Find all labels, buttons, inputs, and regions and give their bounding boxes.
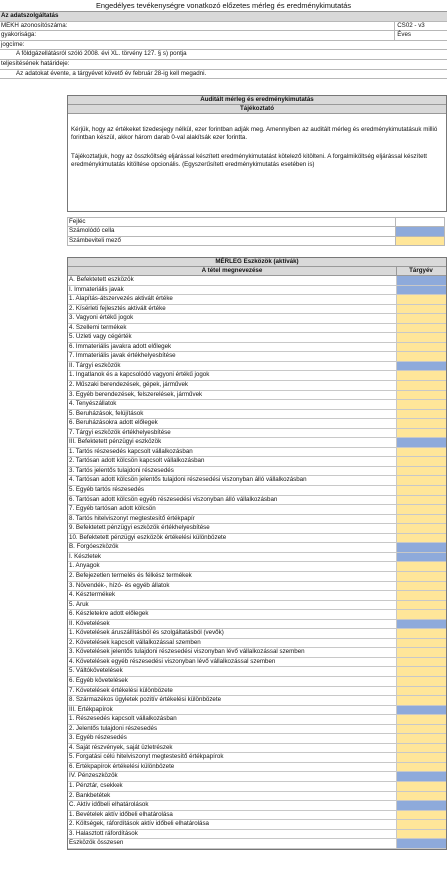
table-row	[68, 667, 446, 677]
row-label: 2. Követelések kapcsolt vállalkozással szemben	[69, 638, 201, 646]
table-row	[68, 438, 446, 448]
audit-paragraph-2: Tájékoztatjuk, hogy az összköltség eljárással készített eredménykimutatást kötelező kitölteni. A forgalmiköltség eljárással készített eredménykimutatás kitöltése opcionális. (Egyszerűsített eredménykimutatás esetében is)	[71, 152, 427, 169]
header-label: A földgázellátásról szóló 2008. évi XL. törvény 127. § s) pontja	[16, 50, 187, 58]
header-value: CS02 - v3	[394, 22, 447, 31]
value-input-cell[interactable]	[396, 601, 446, 610]
row-label: C. Aktív időbeli elhatárolások	[69, 801, 149, 809]
table-row	[68, 801, 446, 811]
table-row	[68, 505, 446, 515]
row-label: 2. Költségek, ráfordítások aktív időbeli elhatárolása	[69, 820, 209, 828]
table-row	[68, 715, 446, 725]
legend-row	[67, 227, 445, 236]
calculated-value-cell	[396, 801, 446, 810]
row-label: 5. Egyéb tartós részesedés	[69, 486, 144, 494]
table-row	[68, 286, 446, 296]
table-row	[68, 534, 446, 544]
value-input-cell[interactable]	[396, 715, 446, 724]
table-row	[68, 591, 446, 601]
table-row	[68, 753, 446, 763]
row-label: 6. Immateriális javakra adott előlegek	[69, 342, 172, 350]
header-label: Az adatokat évente, a tárgyévet követő év február 28-ig kell megadni.	[16, 69, 207, 77]
table-row	[68, 820, 446, 830]
table-row	[68, 734, 446, 744]
row-label: 1. Bevételek aktív időbeli elhatárolása	[69, 810, 173, 818]
row-label: 1. Alapítás-átszervezés aktivált értéke	[69, 295, 173, 303]
header-row-deadline-text	[0, 70, 447, 80]
value-input-cell[interactable]	[396, 314, 446, 323]
legend-row	[67, 237, 445, 246]
row-label: Eszközök összesen	[69, 839, 124, 847]
row-label: 5. Beruházások, felújítások	[69, 409, 144, 417]
value-input-cell[interactable]	[396, 429, 446, 438]
row-label: 4. Tartósan adott kölcsön jelentős tulajdoni részesedési viszonyban álló vállalkozásban	[69, 476, 307, 484]
table-row	[68, 706, 446, 716]
value-input-cell[interactable]	[396, 381, 446, 390]
table-row	[68, 324, 446, 334]
row-label: 2. Jelentős tulajdoni részesedés	[69, 724, 158, 732]
calculated-value-cell	[396, 839, 446, 848]
value-input-cell[interactable]	[396, 648, 446, 657]
table-row	[68, 314, 446, 324]
table-row	[68, 620, 446, 630]
row-label: 1. Tartós részesedés kapcsolt vállalkozásban	[69, 447, 193, 455]
table-row	[68, 515, 446, 525]
table-row	[68, 476, 446, 486]
row-label: 7. Követelések értékelési különbözete	[69, 686, 173, 694]
table-row	[68, 486, 446, 496]
table-row	[68, 400, 446, 410]
header-section-label: Az adatszolgáltatás	[1, 12, 59, 19]
row-label: 4. Tenyészállatok	[69, 400, 117, 408]
row-label: 8. Tartós hitelviszonyt megtestesítő értékpapír	[69, 514, 195, 522]
value-input-cell[interactable]	[396, 419, 446, 428]
value-input-cell[interactable]	[396, 496, 446, 505]
row-label: 6. Beruházásokra adott előlegek	[69, 419, 158, 427]
table-row	[68, 792, 446, 802]
header-row-id	[0, 22, 447, 32]
table-row	[68, 687, 446, 697]
table-row	[68, 295, 446, 305]
table-row	[68, 467, 446, 477]
value-input-cell[interactable]	[396, 763, 446, 772]
value-input-cell[interactable]	[396, 658, 446, 667]
calculated-value-cell	[396, 772, 446, 781]
row-label: 5. Váltókövetelések	[69, 667, 123, 675]
value-input-cell[interactable]	[396, 639, 446, 648]
row-label: 1. Ingatlanok és a kapcsolódó vagyoni értékű jogok	[69, 371, 210, 379]
calculated-value-cell	[396, 362, 446, 371]
table-row	[68, 276, 446, 286]
value-input-cell[interactable]	[396, 400, 446, 409]
value-input-cell[interactable]	[396, 457, 446, 466]
row-label: 4. Követelések egyéb részesedési viszonyban lévő vállalkozással szemben	[69, 657, 276, 665]
row-label: 7. Tárgyi eszközök értékhelyesbítése	[69, 428, 171, 436]
value-input-cell[interactable]	[396, 687, 446, 696]
row-label: 5. Üzleti vagy cégérték	[69, 333, 132, 341]
table-row	[68, 448, 446, 458]
table-row	[68, 333, 446, 343]
column-header-item: A tétel megnevezése	[201, 267, 263, 274]
row-label: 1. Pénztár, csekkek	[69, 781, 123, 789]
table-row	[68, 343, 446, 353]
table-row	[68, 410, 446, 420]
header-row-frequency	[0, 31, 447, 41]
legend-row	[67, 217, 445, 227]
value-input-cell[interactable]	[396, 333, 446, 342]
value-input-cell[interactable]	[396, 343, 446, 352]
table-row	[68, 639, 446, 649]
row-label: II. Követelések	[69, 619, 110, 627]
row-label: 3. Egyéb részesedés	[69, 734, 127, 742]
header-row-legal	[0, 41, 447, 51]
table-row	[68, 419, 446, 429]
value-input-cell[interactable]	[396, 410, 446, 419]
header-row-deadline	[0, 60, 447, 70]
table-row	[68, 562, 446, 572]
audit-paragraph-1: Kérjük, hogy az értékeket tizedesjegy nélkül, ezer forintban adják meg. Amennyiben az auditált mérleg és eredménykimutatásuk millió forintban készül, akkor három darab 0-val alakítsák ezer forintta.	[71, 126, 438, 142]
table-row	[68, 725, 446, 735]
row-label: 1. Anyagok	[69, 562, 100, 570]
row-label: 5. Áruk	[69, 600, 89, 608]
value-input-cell[interactable]	[396, 782, 446, 791]
row-label: B. Forgóeszközök	[69, 543, 119, 551]
row-label: 4. Saját részvények, saját üzletrészek	[69, 743, 173, 751]
value-input-cell[interactable]	[396, 505, 446, 514]
row-label: 6. Tartósan adott kölcsön egyéb részesedési viszonyban álló vállalkozásban	[69, 495, 278, 503]
value-input-cell[interactable]	[396, 696, 446, 705]
page-title: Engedélyes tevékenységre vonatkozó előzetes mérleg és eredménykimutatás	[0, 0, 447, 12]
header-label: teljesítésének határideje:	[1, 59, 70, 67]
calculated-value-cell	[396, 706, 446, 715]
row-label: III. Befektetett pénzügyi eszközök	[69, 438, 162, 446]
table-row	[68, 610, 446, 620]
table-row	[68, 582, 446, 592]
row-label: 4. Késztermékek	[69, 591, 116, 599]
table-row	[68, 830, 446, 840]
value-input-cell[interactable]	[396, 486, 446, 495]
row-label: 3. Tartós jelentős tulajdoni részesedés	[69, 466, 174, 474]
value-input-cell[interactable]	[396, 582, 446, 591]
header-label: jogcíme:	[1, 40, 25, 48]
value-input-cell[interactable]	[396, 534, 446, 543]
table-row	[68, 658, 446, 668]
column-header-year: Tárgyév	[396, 267, 445, 275]
table-row	[68, 744, 446, 754]
table-row	[68, 524, 446, 534]
row-label: 3. Növendék-, hízó- és egyéb állatok	[69, 581, 170, 589]
legend-swatch	[395, 218, 445, 226]
row-label: 3. Vagyoni értékű jogok	[69, 314, 134, 322]
legend-swatch	[395, 237, 445, 245]
row-label: 3. Halasztott ráfordítások	[69, 829, 138, 837]
row-label: 7. Immateriális javak értékhelyesbítése	[69, 352, 176, 360]
table-row	[68, 601, 446, 611]
header-label: gyakorisága:	[1, 31, 37, 39]
row-label: 10. Befektetett pénzügyi eszközök értékelési különbözete	[69, 533, 227, 541]
value-input-cell[interactable]	[396, 677, 446, 686]
legend-table	[67, 217, 445, 246]
value-input-cell[interactable]	[396, 792, 446, 801]
value-input-cell[interactable]	[396, 515, 446, 524]
value-input-cell[interactable]	[396, 562, 446, 571]
table-row	[68, 429, 446, 439]
value-input-cell[interactable]	[396, 820, 446, 829]
calculated-value-cell	[396, 620, 446, 629]
value-input-cell[interactable]	[396, 610, 446, 619]
value-input-cell[interactable]	[396, 524, 446, 533]
value-input-cell[interactable]	[396, 448, 446, 457]
row-label: IV. Pénzeszközök	[69, 772, 118, 780]
row-label: I. Immateriális javak	[69, 285, 124, 293]
row-label: 1. Részesedés kapcsolt vállalkozásban	[69, 715, 177, 723]
table-row	[68, 371, 446, 381]
balance-title: MÉRLEG Eszközök (aktívák)	[68, 258, 446, 267]
table-row	[68, 696, 446, 706]
balance-rows	[68, 276, 446, 849]
table-row	[68, 352, 446, 362]
value-input-cell[interactable]	[396, 830, 446, 839]
row-label: 2. Kísérleti fejlesztés aktivált értéke	[69, 304, 166, 312]
row-label: 6. Készletekre adott előlegek	[69, 610, 149, 618]
row-label: 3. Követelések jelentős tulajdoni részesedési viszonyban lévő vállalkozással szemben	[69, 648, 305, 656]
calculated-value-cell	[396, 543, 446, 552]
value-input-cell[interactable]	[396, 811, 446, 820]
value-input-cell[interactable]	[396, 295, 446, 304]
table-row	[68, 362, 446, 372]
value-input-cell[interactable]	[396, 734, 446, 743]
row-label: A. Befektetett eszközök	[69, 276, 134, 283]
row-label: 2. Tartósan adott kölcsön kapcsolt vállalkozásban	[69, 457, 205, 465]
value-input-cell[interactable]	[396, 629, 446, 638]
table-row	[68, 543, 446, 553]
value-input-cell[interactable]	[396, 352, 446, 361]
table-row	[68, 811, 446, 821]
value-input-cell[interactable]	[396, 371, 446, 380]
header-label: MEKH azonosítószáma:	[1, 21, 68, 29]
table-row	[68, 648, 446, 658]
value-input-cell[interactable]	[396, 467, 446, 476]
balance-column-header	[68, 267, 446, 276]
table-row	[68, 572, 446, 582]
legend-swatch	[395, 227, 445, 235]
calculated-value-cell	[396, 438, 446, 447]
header-section-row	[0, 12, 447, 22]
table-row	[68, 839, 446, 849]
balance-sheet-table	[67, 257, 447, 850]
table-row	[68, 763, 446, 773]
audit-title: Auditált mérleg és eredménykimutatás	[68, 96, 446, 105]
row-label: 5. Forgatási célú hitelviszonyt megtestesítő értékpapírok	[69, 753, 224, 761]
legend-label: Számolódó cella	[67, 227, 395, 235]
row-label: 6. Értékpapírok értékelési különbözete	[69, 762, 175, 770]
row-label: 3. Egyéb berendezések, felszerelések, járművek	[69, 390, 203, 398]
table-row	[68, 305, 446, 315]
legend-label: Számbeviteli mező	[67, 237, 395, 245]
table-row	[68, 629, 446, 639]
value-input-cell[interactable]	[396, 591, 446, 600]
value-input-cell[interactable]	[396, 324, 446, 333]
legend-label: Fejléc	[67, 218, 395, 226]
table-row	[68, 381, 446, 391]
calculated-value-cell	[396, 553, 446, 562]
value-input-cell[interactable]	[396, 744, 446, 753]
row-label: 7. Egyéb tartósan adott kölcsön	[69, 505, 156, 513]
table-row	[68, 782, 446, 792]
header-row-law	[0, 50, 447, 60]
audit-subtitle: Tájékoztató	[68, 105, 446, 114]
table-row	[68, 457, 446, 467]
table-row	[68, 677, 446, 687]
table-row	[68, 772, 446, 782]
row-label: III. Értékpapírok	[69, 705, 113, 713]
row-label: II. Tárgyi eszközök	[69, 361, 121, 369]
row-label: 4. Szellemi termékek	[69, 323, 127, 331]
row-label: 2. Befejezetlen termelés és félkész termékek	[69, 571, 192, 579]
data-provision-header	[0, 12, 447, 79]
value-input-cell[interactable]	[396, 667, 446, 676]
value-input-cell[interactable]	[396, 305, 446, 314]
row-label: 6. Egyéb követelések	[69, 676, 128, 684]
row-label: 2. Műszaki berendezések, gépek, járművek	[69, 381, 188, 389]
row-label: 9. Befektetett pénzügyi eszközök értékhelyesbítése	[69, 524, 210, 532]
value-input-cell[interactable]	[396, 725, 446, 734]
calculated-value-cell	[396, 286, 446, 295]
table-row	[68, 391, 446, 401]
value-input-cell[interactable]	[396, 391, 446, 400]
table-row	[68, 553, 446, 563]
audit-info-box	[67, 95, 447, 212]
row-label: 8. Származékos ügyletek pozitív értékelési különbözete	[69, 696, 222, 704]
row-label: 2. Bankbetétek	[69, 791, 111, 799]
row-label: 1. Követelések áruszállításból és szolgáltatásból (vevők)	[69, 629, 224, 637]
value-input-cell[interactable]	[396, 476, 446, 485]
table-row	[68, 496, 446, 506]
value-input-cell[interactable]	[396, 753, 446, 762]
row-label: I. Készletek	[69, 552, 101, 560]
value-input-cell[interactable]	[396, 572, 446, 581]
header-value: Éves	[394, 31, 447, 40]
calculated-value-cell	[396, 276, 446, 285]
